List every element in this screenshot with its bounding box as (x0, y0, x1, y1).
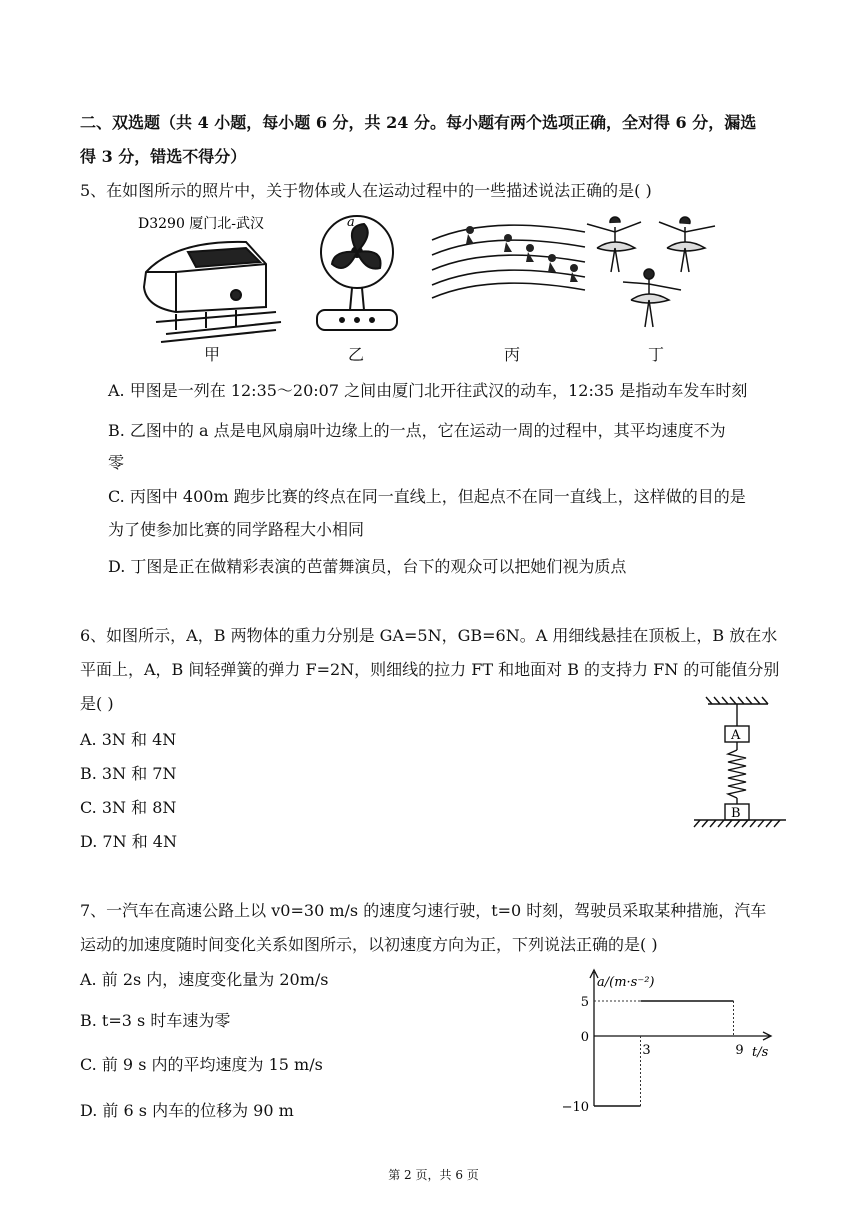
chart-ylabel: a/(m·s⁻²) (597, 975, 655, 990)
q7-stem-line1: 7、一汽车在高速公路上以 v0=30 m/s 的速度匀速行驶，t=0 时刻，驾驶员采取某种措施，汽车 (80, 901, 767, 920)
q6-stem-line3: 是( ) (80, 694, 114, 713)
q6-option-c: C. 3N 和 8N (80, 798, 177, 817)
label-jia: 甲 (203, 345, 220, 364)
label-ding: 丁 (647, 345, 664, 364)
q7-option-d: D. 前 6 s 内车的位移为 90 m (80, 1101, 294, 1120)
y-tick-label-1: 0 (580, 1030, 589, 1045)
q5-option-c-line1: C. 丙图中 400m 跑步比赛的终点在同一直线上，但起点不在同一直线上，这样做的目的是 (108, 487, 746, 506)
block-b-label: B (731, 806, 741, 821)
q7-option-b: B. t=3 s 时车速为零 (80, 1011, 231, 1030)
q6-option-a: A. 3N 和 4N (80, 730, 177, 749)
train-caption: D3290 厦门北-武汉 (138, 216, 265, 232)
track-figure (430, 210, 590, 300)
q5-option-a: A. 甲图是一列在 12:35～20:07 之间由厦门北开往武汉的动车，12:35 是指动车发车时刻 (108, 381, 748, 400)
train-figure (136, 212, 286, 347)
q5-option-b-line2: 零 (108, 453, 125, 472)
q6-option-b: B. 3N 和 7N (80, 764, 177, 783)
q7-option-a: A. 前 2s 内，速度变化量为 20m/s (80, 970, 329, 989)
acceleration-time-chart (555, 966, 785, 1116)
q5-stem: 5、在如图所示的照片中，关于物体或人在运动过程中的一些描述说法正确的是( ) (80, 181, 652, 200)
q7-stem-line2: 运动的加速度随时间变化关系如图所示，以初速度方向为正，下列说法正确的是( ) (80, 935, 658, 954)
page-footer: 第 2 页，共 6 页 (388, 1168, 479, 1182)
q5-option-d: D. 丁图是正在做精彩表演的芭蕾舞演员，台下的观众可以把她们视为质点 (108, 557, 627, 576)
x-tick-label-1: 9 (735, 1043, 744, 1058)
fan-point-a: a (347, 215, 355, 230)
label-bing: 丙 (503, 345, 520, 364)
y-tick-label-0: 5 (580, 995, 589, 1010)
q5-option-c-line2: 为了使参加比赛的同学路程大小相同 (108, 520, 365, 539)
block-a-label: A (731, 728, 741, 743)
y-tick-label-2: −10 (561, 1100, 589, 1115)
chart-xlabel: t/s (752, 1045, 769, 1060)
section-title-line1: 二、双选题（共 4 小题，每小题 6 分，共 24 分。每小题有两个选项正确，全对得 6 分，漏选 (80, 113, 757, 132)
section-title-line2: 得 3 分，错选不得分） (80, 147, 247, 166)
q7-option-c: C. 前 9 s 内的平均速度为 15 m/s (80, 1055, 323, 1074)
fan-figure (312, 212, 402, 337)
ballet-figure (585, 212, 725, 337)
q5-option-b-line1: B. 乙图中的 a 点是电风扇扇叶边缘上的一点，它在运动一周的过程中，其平均速度不为 (108, 421, 726, 440)
q6-option-d: D. 7N 和 4N (80, 832, 177, 851)
spring-figure (690, 694, 790, 830)
x-tick-label-0: 3 (642, 1043, 651, 1058)
q6-stem-line1: 6、如图所示，A，B 两物体的重力分别是 GA=5N，GB=6N。A 用细线悬挂在顶板上，B 放在水 (80, 626, 778, 645)
label-yi: 乙 (347, 345, 364, 364)
q6-stem-line2: 平面上，A，B 间轻弹簧的弹力 F=2N，则细线的拉力 FT 和地面对 B 的支持力 FN 的可能值分别 (80, 660, 780, 679)
